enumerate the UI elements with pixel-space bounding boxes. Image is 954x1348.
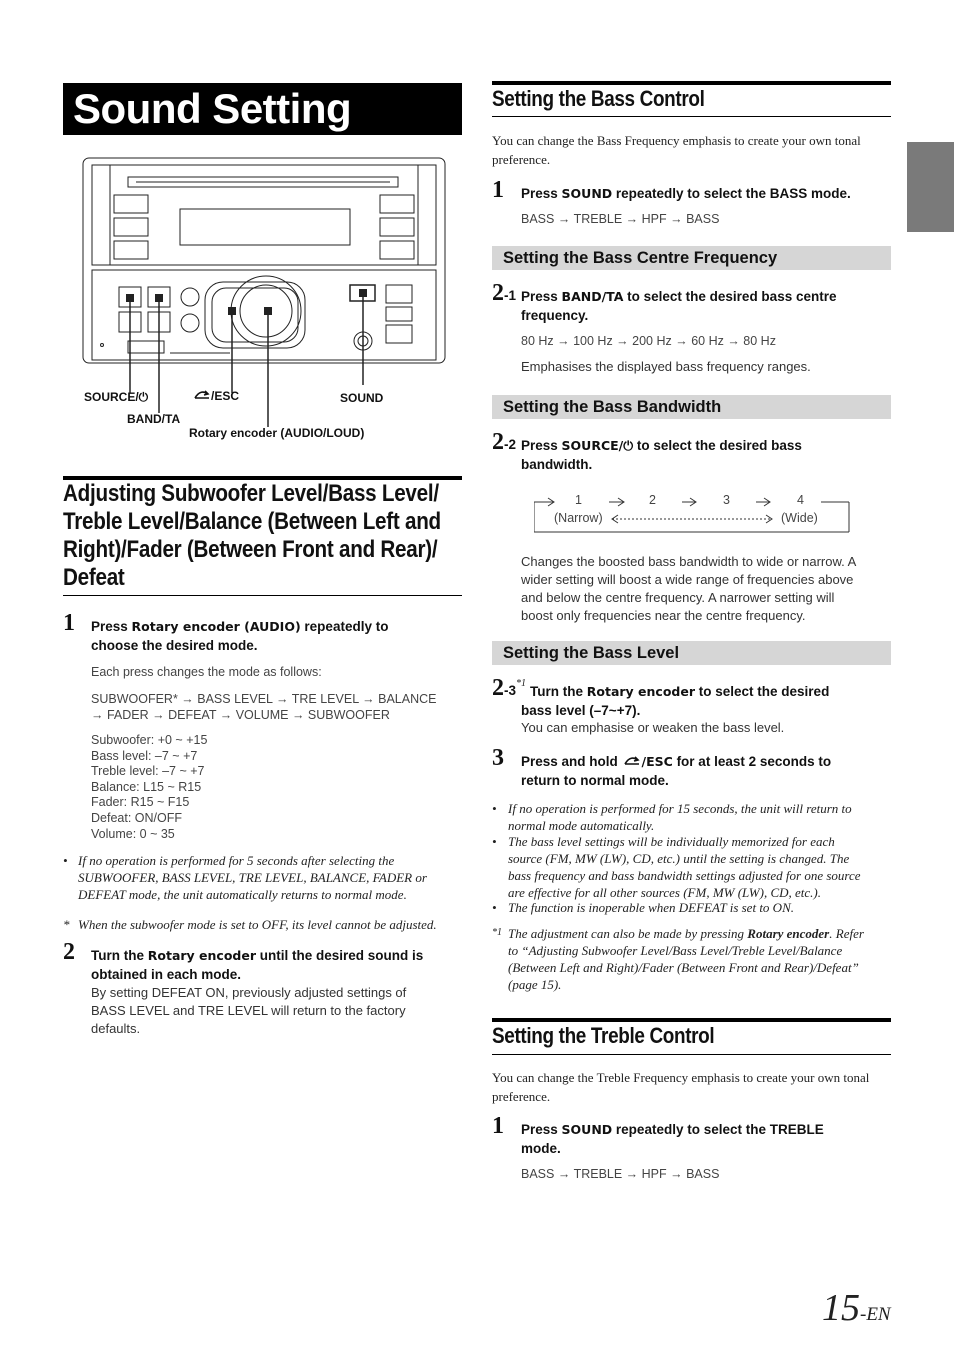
step-instruction: Turn the Rotary encoder until the desired sound is obtained in each mode. [91,948,424,982]
bandwidth-cycle-diagram [534,492,852,534]
frequency-sequence: 80 Hz → 100 Hz → 200 Hz → 60 Hz → 80 Hz [521,334,776,348]
step-number: 2-1 [492,280,517,306]
section-rule [63,595,462,596]
step-instruction: Press SOURCE/⏻ to select the desired bass bandwidth. [521,438,802,472]
step-instruction: Press SOUND repeatedly to select the BASS mode. [521,186,851,201]
step-instruction: Press BAND/TA to select the desired bass centre frequency. [521,289,837,323]
band-ta-label: BAND/TA [127,412,181,426]
back-arrow-icon [193,389,211,401]
step-number: 1 [492,1113,504,1139]
bass-level-subheading-bar [492,641,891,665]
note-bullet: • [492,834,497,849]
step-instruction: Press Rotary encoder (AUDIO) repeatedly to choose the desired mode. [91,619,389,653]
bass-level-subheading: Setting the Bass Level [503,644,680,662]
section-rule [492,1018,891,1022]
step-body: Emphasises the displayed bass frequency ranges. [521,359,811,374]
note-bullet: • [63,853,68,868]
bass-bandwidth-subheading: Setting the Bass Bandwidth [503,398,722,416]
note-asterisk: * [63,917,70,932]
page-title: Sound Setting [73,85,352,132]
note-text: The bass level settings will be individually memorized for each source (FM, MW (LW), CD, etc.) until the setting is changed. The bass frequency and bass bandwidth settings adjusted for one source are effective for all other sources (FM, MW (LW), CD, etc.). [508,834,861,900]
step-instruction: Turn the Rotary encoder to select the desired [530,684,830,699]
esc-label: /ESC [193,389,239,403]
page-title-bar [63,83,462,135]
section-tab [907,142,954,232]
step-number: 2-3$^{*1}$ [492,675,527,701]
back-arrow-icon [622,755,642,767]
section-rule [492,116,891,117]
mode-sequence: BASS → TREBLE → HPF → BASS [521,212,720,226]
section-rule [492,1054,891,1055]
bass-intro: You can change the Bass Frequency emphasis to create your own tonal preference. [492,133,861,167]
step-number: 1 [492,177,504,203]
note-text: If no operation is performed for 15 seconds, the unit will return to normal mode automatically. [508,801,852,833]
treble-intro: You can change the Treble Frequency emphasis to create your own tonal preference. [492,1070,870,1104]
mode-ranges: Subwoofer: +0 ~ +15 Bass level: –7 ~ +7 Treble level: –7 ~ +7 Balance: L15 ~ R15 Fader: R15 ~ F15 Defeat: ON/OFF Volume: 0 ~ 35 [91,733,208,841]
bass-bandwidth-subheading-bar [492,395,891,419]
footnote-mark: *1 [492,927,502,938]
bass-centre-subheading: Setting the Bass Centre Frequency [503,249,778,267]
bandwidth-4: 4 [797,493,804,507]
step-instruction: Press and hold /ESC for at least 2 seconds to return to normal mode. [521,754,832,788]
note-text: When the subwoofer mode is set to OFF, its level cannot be adjusted. [78,917,437,932]
step-body: Changes the boosted bass bandwidth to wide or narrow. A wider setting will boost a wide range of frequencies above and below the centre frequency. A narrower setting will boost only frequencies near the centre frequency. [521,554,857,623]
note-bullet: • [492,900,497,915]
step-number: 2-2 [492,429,517,455]
note-text: The function is inoperable when DEFEAT is set to ON. [508,900,794,915]
wide-label: (Wide) [781,511,818,525]
adjusting-heading: Adjusting Subwoofer Level/Bass Level/ Treble Level/Balance (Between Left and Right)/Fader (Between Front and Rear)/ Defeat [63,480,441,591]
narrow-label: (Narrow) [554,511,603,525]
mode-sequence: SUBWOOFER* → BASS LEVEL → TRE LEVEL → BALANCE → FADER → DEFEAT → VOLUME → SUBWOOFER [91,692,437,722]
bass-control-heading: Setting the Bass Control [492,86,705,111]
step-number: 1 [63,610,75,636]
bass-centre-subheading-bar [492,246,891,270]
step-number: 2 [63,939,75,965]
rotary-encoder-label: Rotary encoder (AUDIO/LOUD) [189,426,365,440]
mode-sequence: BASS → TREBLE → HPF → BASS [521,1167,720,1181]
source-power-label: SOURCE/⏻ [84,390,149,404]
step-body: You can emphasise or weaken the bass level. [521,720,785,735]
step-instruction-cont: bass level (–7~+7). [521,703,641,718]
step-instruction: Press SOUND repeatedly to select the TREBLE mode. [521,1122,824,1156]
section-rule [492,81,891,85]
step-number: 3 [492,745,504,771]
note-bullet: • [492,801,497,816]
footnote-text: The adjustment can also be made by pressing Rotary encoder. Refer to “Adjusting Subwoofer Level/Bass Level/Treble Level/Balance (Between Left and Right)/Fader (Between Front and Rear)/Defeat” (page 15). [508,926,864,992]
bandwidth-1: 1 [575,493,582,507]
treble-control-heading: Setting the Treble Control [492,1023,715,1048]
step-body: Each press changes the mode as follows: [91,665,322,679]
step-body: By setting DEFEAT ON, previously adjusted settings of BASS LEVEL and TRE LEVEL will return to the factory defaults. [91,985,407,1036]
sound-label: SOUND [340,391,384,405]
bandwidth-3: 3 [723,493,730,507]
bandwidth-2: 2 [649,493,656,507]
page-number: 15-EN [822,1287,891,1329]
note-text: If no operation is performed for 5 seconds after selecting the SUBWOOFER, BASS LEVEL, TRE LEVEL, BALANCE, FADER or DEFEAT mode, the unit automatically returns to normal mode. [78,853,427,902]
